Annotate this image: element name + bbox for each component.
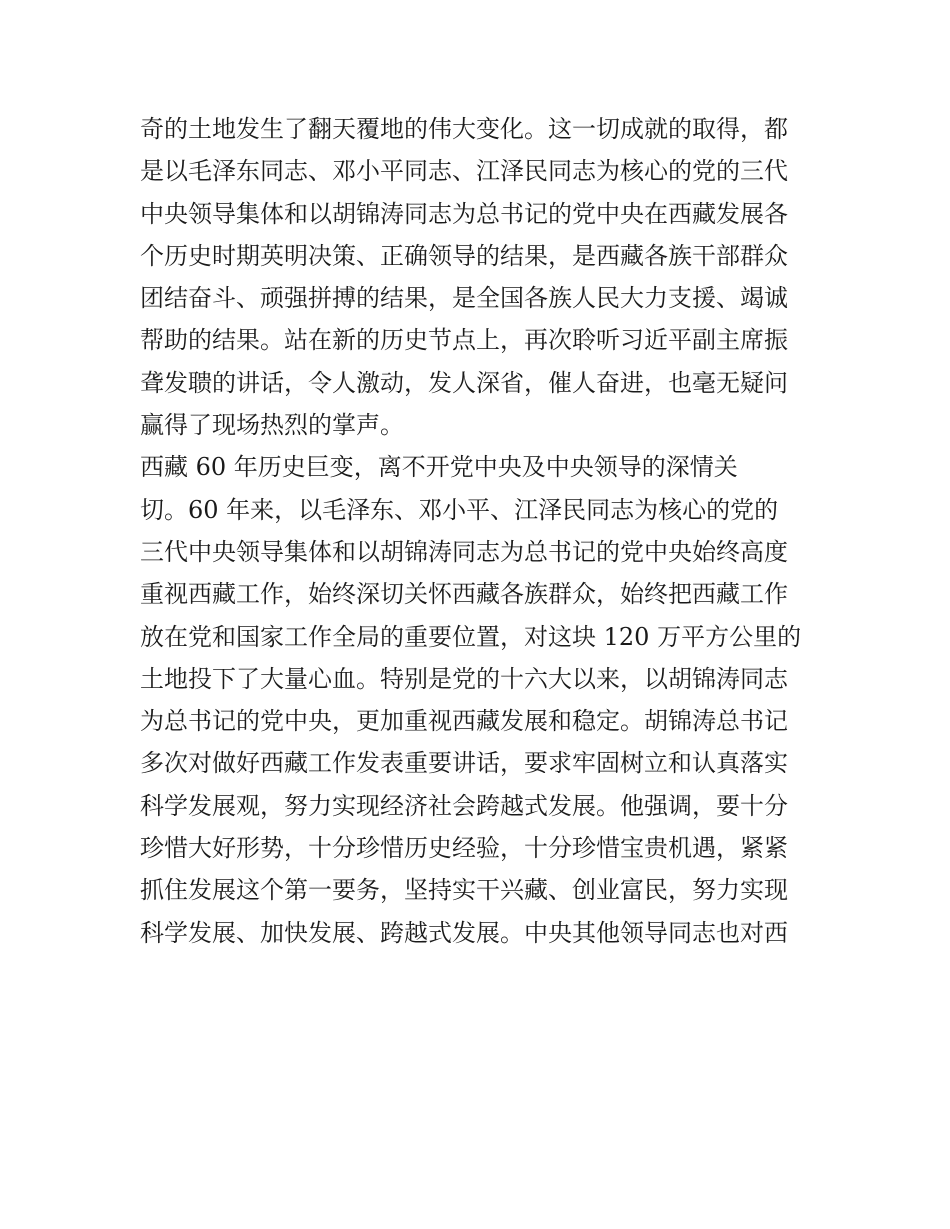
text-line: 重视西藏工作，始终深切关怀西藏各族群众，始终把西藏工作 bbox=[140, 580, 788, 609]
paragraph-1 bbox=[140, 108, 820, 446]
text-line: 团结奋斗、顽强拼搏的结果，是全国各族人民大力支援、竭诚 bbox=[140, 284, 788, 313]
text-line: 中央领导集体和以胡锦涛同志为总书记的党中央在西藏发展各 bbox=[140, 199, 788, 228]
text-line: 土地投下了大量心血。特别是党的十六大以来，以胡锦涛同志 bbox=[140, 664, 788, 693]
text-line: 聋发聩的讲话，令人激动，发人深省，催人奋进，也毫无疑问 bbox=[140, 368, 788, 397]
text-line: 三代中央领导集体和以胡锦涛同志为总书记的党中央始终高度 bbox=[140, 537, 788, 566]
text-line: 为总书记的党中央，更加重视西藏发展和稳定。胡锦涛总书记 bbox=[140, 707, 788, 736]
text-line: 是以毛泽东同志、邓小平同志、江泽民同志为核心的党的三代 bbox=[140, 157, 788, 186]
text-line: 个历史时期英明决策、正确领导的结果，是西藏各族干部群众 bbox=[140, 241, 788, 270]
text-line: 切。60 年来，以毛泽东、邓小平、江泽民同志为核心的党的 bbox=[140, 495, 779, 524]
text-line: 赢得了现场热烈的掌声。 bbox=[140, 411, 404, 440]
text-line: 抓住发展这个第一要务，坚持实干兴藏、创业富民，努力实现 bbox=[140, 876, 788, 905]
text-line: 帮助的结果。站在新的历史节点上，再次聆听习近平副主席振 bbox=[140, 326, 788, 355]
text-line: 珍惜大好形势，十分珍惜历史经验，十分珍惜宝贵机遇，紧紧 bbox=[140, 834, 788, 863]
text-line: 多次对做好西藏工作发表重要讲话，要求牢固树立和认真落实 bbox=[140, 749, 788, 778]
text-line: 西藏 60 年历史巨变，离不开党中央及中央领导的深情关 bbox=[140, 453, 738, 482]
text-line: 奇的土地发生了翻天覆地的伟大变化。这一切成就的取得，都 bbox=[140, 115, 788, 143]
text-line: 放在党和国家工作全局的重要位置，对这块 120 万平方公里的 bbox=[140, 622, 802, 651]
document-body bbox=[140, 108, 820, 954]
text-line: 科学发展、加快发展、跨越式发展。中央其他领导同志也对西 bbox=[140, 918, 788, 947]
paragraph-2 bbox=[140, 446, 820, 954]
text-line: 科学发展观，努力实现经济社会跨越式发展。他强调，要十分 bbox=[140, 791, 788, 820]
